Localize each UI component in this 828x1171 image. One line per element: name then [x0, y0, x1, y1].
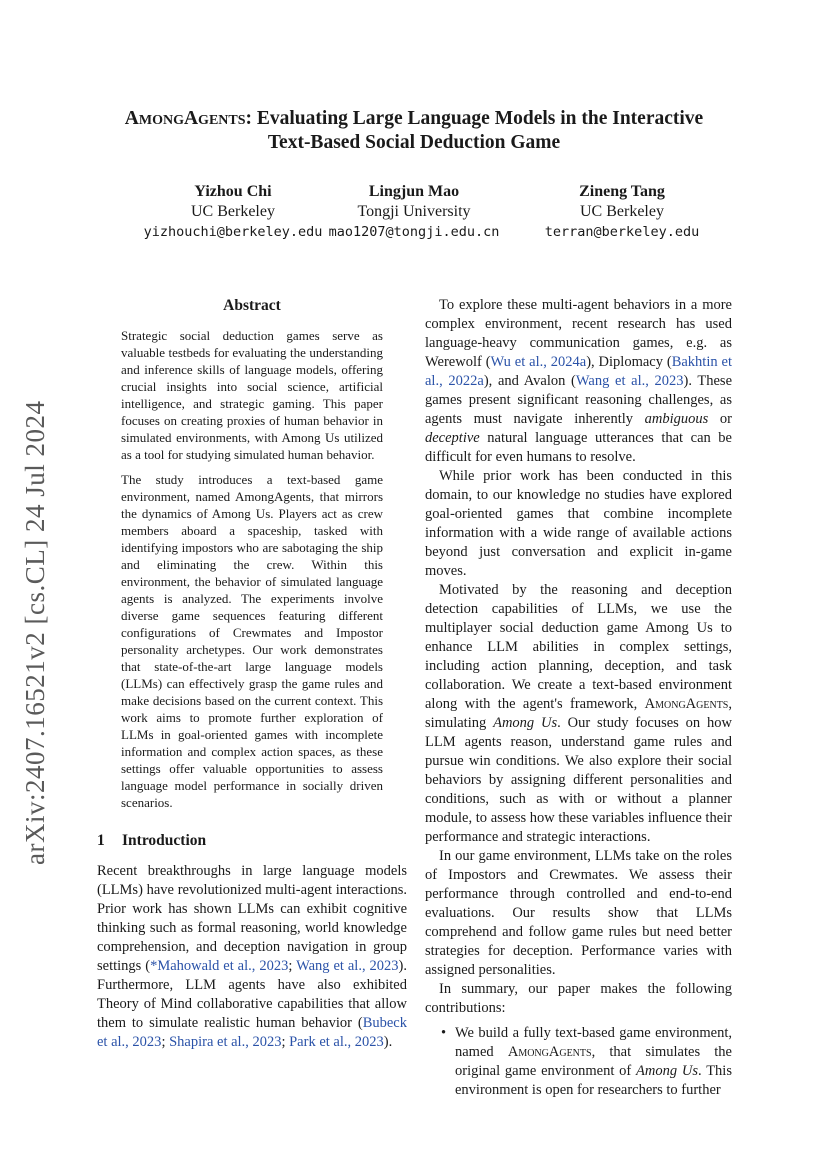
right-paragraph-3	[425, 581, 732, 847]
author-name: Yizhou Chi	[194, 183, 272, 200]
citation-link[interactable]: Bubeck et al., 2023	[97, 1015, 407, 1050]
title-line1: : Evaluating Large Language Models in the Interactive	[245, 108, 704, 129]
author-3	[492, 182, 752, 242]
title-line2: Text-Based Social Deduction Game	[267, 132, 561, 153]
arxiv-identifier: arXiv:2407.16521v2 [cs.CL] 24 Jul 2024	[20, 400, 50, 865]
text-run: ).	[383, 1034, 393, 1050]
text-run: , simulating	[425, 696, 732, 731]
text-run: Recent breakthroughs in large language models (LLMs) have revolutionized multi-agent interactions. Prior work has shown LLMs can exhibit cognitive thinking such as formal reasoning, world knowledge comprehension, and deception navigation in group settings (	[97, 863, 407, 974]
citation-link[interactable]: Wu et al., 2024a	[490, 354, 587, 370]
text-run: ;	[281, 1034, 290, 1050]
author-email: yizhouchi@berkeley.edu	[143, 224, 323, 240]
arxiv-sidebar	[20, 375, 60, 865]
abstract-paragraph-1: Strategic social deduction games serve as valuable testbeds for evaluating the understanding and inference skills of language models, offering crucial insights into social science, artificial intelligence, and strategic gaming. This paper focuses on creating proxies of human behavior in simulated environments, with Among Us utilized as a tool for studying simulated human behavior.	[121, 328, 383, 462]
text-run: , that simulates the original game environment of	[455, 1044, 732, 1079]
author-email: terran@berkeley.edu	[544, 224, 700, 240]
italic-text: ambiguous	[644, 411, 709, 427]
right-paragraph-1	[425, 296, 732, 467]
citation-link[interactable]: Park et al., 2023	[289, 1034, 384, 1050]
text-run: Motivated by the reasoning and deception detection capabilities of LLMs, we use the multiplayer social deduction game Among Us to enhance LLM abilities in complex settings, including action planning, deception, and task collaboration. We create a text-based environment along with the agent's framework,	[425, 582, 732, 712]
citation-link[interactable]: Wang et al., 2023	[575, 373, 684, 389]
right-paragraph-4: In our game environment, LLMs take on the roles of Impostors and Crewmates. We assess their performance through controlled and end-to-end evaluations. Our results show that LLMs comprehend and follow game rules but need better strategies for deception. Performance varies with assigned personalities.	[425, 848, 732, 978]
text-run: ;	[288, 958, 297, 974]
text-run: . This environment is open for researchers to further	[455, 1063, 732, 1098]
text-run: . Our study focuses on how LLM agents reason, understand game rules and pursue win conditions. We also explore their social behaviors by assigning different personalities and conditions, such as with or without a planner module, to assess how these variables influence their performance and strategic interactions.	[425, 715, 732, 845]
left-column	[97, 296, 407, 1052]
intro-paragraph-1	[97, 862, 407, 1052]
text-run: natural language utterances that can be difficult for even humans to resolve.	[425, 430, 732, 465]
section-title: Introduction	[122, 832, 207, 849]
italic-text: deceptive	[425, 430, 480, 446]
author-name: Zineng Tang	[579, 183, 665, 200]
italic-text: Among Us	[636, 1063, 699, 1079]
section-heading-introduction	[97, 831, 407, 850]
abstract-heading: Abstract	[223, 297, 281, 314]
author-block	[0, 182, 828, 246]
author-affiliation: Tongji University	[357, 203, 471, 220]
right-paragraph-5: In summary, our paper makes the following contributions:	[425, 981, 732, 1016]
text-run: ;	[161, 1034, 170, 1050]
system-name: AmongAgents	[644, 696, 729, 712]
section-number: 1	[97, 832, 105, 849]
right-column	[425, 296, 732, 1100]
abstract-paragraph-2: The study introduces a text-based game environment, named AmongAgents, that mirrors the dynamics of Among Us. Players act as crew members aboard a spaceship, tasked with identifying impostors who are sabotaging the ship and eliminating the crew. Within this environment, the behavior of simulated language agents is analyzed. The experiments involve diverse game sequences featuring different configurations of Crewmates and Impostor personality archetypes. Our work demonstrates that state-of-the-art large language models (LLMs) can effectively grasp the game rules and make decisions based on the current context. This work aims to promote further exploration of LLMs in goal-oriented games with incomplete information and complex action spaces, as these settings offer valuable opportunities to assess language model performance in socially driven scenarios.	[121, 472, 383, 810]
text-run: ). Furthermore, LLM agents have also exhibited Theory of Mind collaborative capabilities that allow them to simulate realistic human behavior (	[97, 958, 407, 1031]
bullet-icon: •	[441, 1025, 447, 1041]
text-run: To explore these multi-agent behaviors in a more complex environment, recent research has used language-heavy communication games, e.g. as Werewolf (	[425, 297, 732, 370]
author-affiliation: UC Berkeley	[580, 203, 664, 220]
paper-title	[0, 107, 828, 155]
text-run: ), Diplomacy (	[586, 354, 672, 370]
text-run: ), and Avalon (	[483, 373, 576, 389]
title-system-name: AmongAgents	[124, 108, 246, 129]
citation-link[interactable]: Wang et al., 2023	[296, 958, 399, 974]
text-run: or	[708, 411, 732, 427]
author-email: mao1207@tongji.edu.cn	[328, 224, 500, 240]
text-run: ). These games present significant reasoning challenges, as agents must navigate inherently	[425, 373, 733, 427]
citation-link[interactable]: Shapira et al., 2023	[169, 1034, 282, 1050]
citation-link[interactable]: Bakhtin et al., 2022a	[425, 354, 732, 389]
italic-text: Among Us	[493, 715, 558, 731]
abstract-body	[121, 327, 383, 811]
author-affiliation: UC Berkeley	[191, 203, 275, 220]
right-paragraph-2: While prior work has been conducted in this domain, to our knowledge no studies have explored goal-oriented games that combine incomplete information with a wide range of available actions beyond just conversation and explicit in-game moves.	[425, 468, 732, 579]
list-item	[441, 1024, 732, 1100]
text-run: We build a fully text-based game environment, named	[455, 1025, 732, 1060]
citation-link[interactable]: *Mahowald et al., 2023	[150, 958, 289, 974]
system-name: AmongAgents	[507, 1044, 592, 1060]
contributions-list	[425, 1024, 732, 1100]
author-name: Lingjun Mao	[368, 183, 460, 200]
